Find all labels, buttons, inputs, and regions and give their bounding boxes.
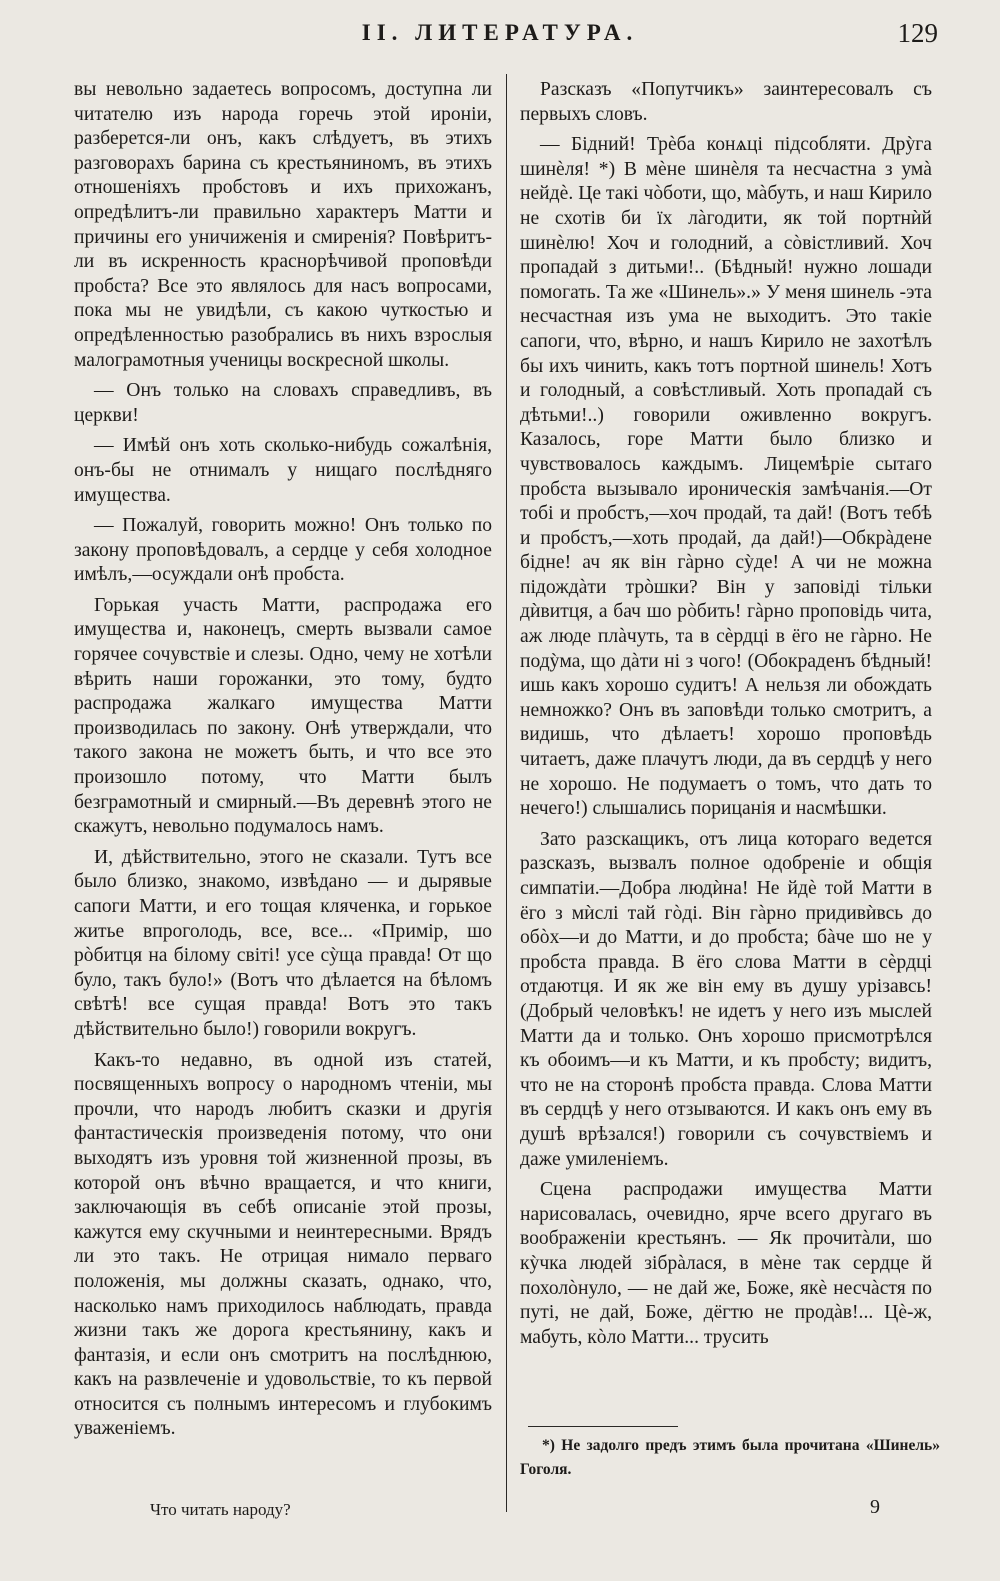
paragraph: Разсказъ «Попутчикъ» заинтересовалъ съ первыхъ словъ. — [520, 79, 932, 125]
paragraph: вы невольно задаетесь вопросомъ, доступна ли читателю изъ народа горечь этой ироніи, разберется-ли онъ, какъ слѣдуетъ, въ этихъ разговорахъ барина съ крестьяниномъ, въ этихъ отношеніяхъ пробстовъ и ихъ прихожанъ, опредѣлитъ-ли правильно характеръ Матти и причины его уничиженія и смиренія? Повѣритъ-ли въ искренность краснорѣчивой проповѣди пробста? Все это являлось для насъ вопросами, пока мы не увидѣли, съ какою чуткостью и опредѣленностью разобрались въ нихъ взрослыя малограмотныя ученицы воскресной школы. — [74, 79, 492, 371]
paragraph: — Имѣй онъ хоть сколько-нибудь сожалѣнія, онъ-бы не отнималъ у нищаго послѣдняго имущества. — [74, 435, 492, 506]
paragraph: — Пожалуй, говорить можно! Онъ только по закону проповѣдовалъ, а сердце у себя холодное имѣлъ,—осуждали онѣ пробста. — [74, 515, 492, 586]
running-header: II. ЛИТЕРАТУРА. — [361, 20, 639, 45]
paragraph: Сцена распродажи имущества Матти нарисовалась, очевидно, ярче всего другаго въ воображеніи крестьянъ. — Як прочитàли, шо кỳчка людей зібрàлася, в мѐне так сердце й похолòнуло, — не дай же, Боже, якѐ несчàстя по путі, не дай, Боже, дёгтю не продàв!... Цѐ-ж, мабуть, кòло Матти... трусить — [520, 1179, 932, 1348]
paragraph: — Бідний! Трѐба конѧці підсобляти. Дрỳга шинѐля! *) В мѐне шинѐля та несчастна з умà нейдѐ. Це такі чòботи, що, мàбуть, и наш Кирило не схотів би їх лàгодити, як той портнѝй шинѐлю! Хоч и голодний, а сòвістливий. Хоч пропадай з дитьми!.. (Бѣдный! нужно лошади помогать. Та же «Шинель».» У меня шинель -эта несчастная изъ ума не выходитъ. Это такіе сапоги, что, вѣрно, и нашъ Кирило не захотѣлъ бы ихъ чинить, какъ тотъ портной шинель! Хотъ и голодный, а совѣстливый. Хоть пропадай съ дѣтьми!..) говорили оживленно вокругъ. Казалось, горе Матти было близко и чувствовалось каждымъ. Лицемѣріе сытаго пробста вызывало ироническія замѣчанія.—От тобі и пробстъ,—хоч продай, та дай! (Вотъ тебѣ и пробстъ,—хоть продай, да дай!)—Обкрàдене бідне! ач як він гàрно сỳде! А чи не можна підождàти трòшки? Він у заповіді тільки дѝвитця, а бач шо рòбить! гàрно проповідь чита, аж люде плàчуть, та в сѐрдці в ёго не гàрно. Не подỳма, що дàти ні з чого! (Обокраденъ бѣдный! ишь какъ хорошо судитъ! А нельзя ли обождать немножко? Онъ въ заповѣди только смотритъ, а видишь, что дѣлаетъ! хорошо проповѣдь читаетъ, даже плачутъ люди, да въ сердцѣ у него не хорошо. Не подумаетъ о томъ, что дать то нечего!) слышались порицанія и насмѣшки. — [520, 134, 932, 820]
left-column — [74, 78, 492, 1448]
paragraph: И, дѣйствительно, этого не сказали. Тутъ все было близко, знакомо, извѣдано — и дырявые сапоги Матти, и его тощая кляченка, и горькое житье впроголодь, все, все... «Примір, шо рòбитця на білому світі! усе сỳща правда! От що було, такъ було!» (Вотъ что дѣлается на бѣломъ свѣтѣ! все сущая правда! Вотъ это такъ дѣйствительно было!) говорили вокругъ. — [74, 846, 492, 1040]
column-divider — [506, 74, 507, 1512]
footnote-rule — [528, 1426, 678, 1427]
paragraph: — Онъ только на словахъ справедливъ, въ церкви! — [74, 380, 492, 426]
signature-number: 9 — [870, 1496, 880, 1518]
paragraph: Какъ-то недавно, въ одной изъ статей, посвященныхъ вопросу о народномъ чтеніи, мы прочли, что народъ любитъ сказки и другія фантастическія произведенія потому, что они выходятъ изъ уровня той жизненной прозы, въ которой онъ вѣчно вращается, и что книги, заключающія въ себѣ описаніе этой прозы, кажутся ему скучными и неинтересными. Врядъ ли это такъ. Не отрицая нимало перваго положенія, мы должны сказать, однако, что, насколько намъ приходилось наблюдать, правда жизни такъ же дорога крестьянину, какъ и фантазія, и если онъ смотритъ на послѣднюю, какъ на развлеченіе и удовольствіе, то къ первой относится съ полнымъ интересомъ и глубокимъ уваженіемъ. — [74, 1049, 492, 1440]
page-number: 129 — [897, 18, 938, 48]
signature-mark: Что читать народу? — [150, 1500, 291, 1519]
paragraph: Горькая участь Матти, распродажа его имущества и, наконецъ, смерть вызвали самое горячее сочувствіе и слезы. Одно, чему не хотѣли вѣрить наши горожанки, это тому, будто распродажа жалкаго имущества Матти производилась по закону. Онѣ утверждали, что такого закона не можетъ быть, и что все это произошло потому, что Матти былъ безграмотный и смирный.—Въ деревнѣ этого не скажутъ, невольно подумалось намъ. — [74, 594, 492, 838]
footnote: *) Не задолго предъ этимъ была прочитана «Шинель» Гоголя. — [520, 1437, 940, 1478]
right-column — [520, 78, 932, 1356]
paragraph: Зато разскащикъ, отъ лица котораго ведется разсказъ, вызвалъ полное одобреніе и общія симпатіи.—Добра людѝна! Не йдѐ той Матти в ёго з мѝслі тай гòді. Він гàрно придивѝвсь до обòх—и до Матти, и до пробста; бàче шо не у пробста правда. В ёго слова Матти в сѐрдці отдаютця. И як же він ему въ душу урізавсь! (Добрый человѣкъ! не идетъ у него изъ мыслей Матти да и только. Онъ хорошо присмотрѣлся къ обоимъ—и къ Матти, и къ пробсту; видитъ, что не на сторонѣ пробста правда. Слова Матти въ сердцѣ у него отзываются. И какъ онъ ему въ душѣ врѣзался!) говорили съ сочувствіемъ и даже умиленіемъ. — [520, 828, 932, 1170]
